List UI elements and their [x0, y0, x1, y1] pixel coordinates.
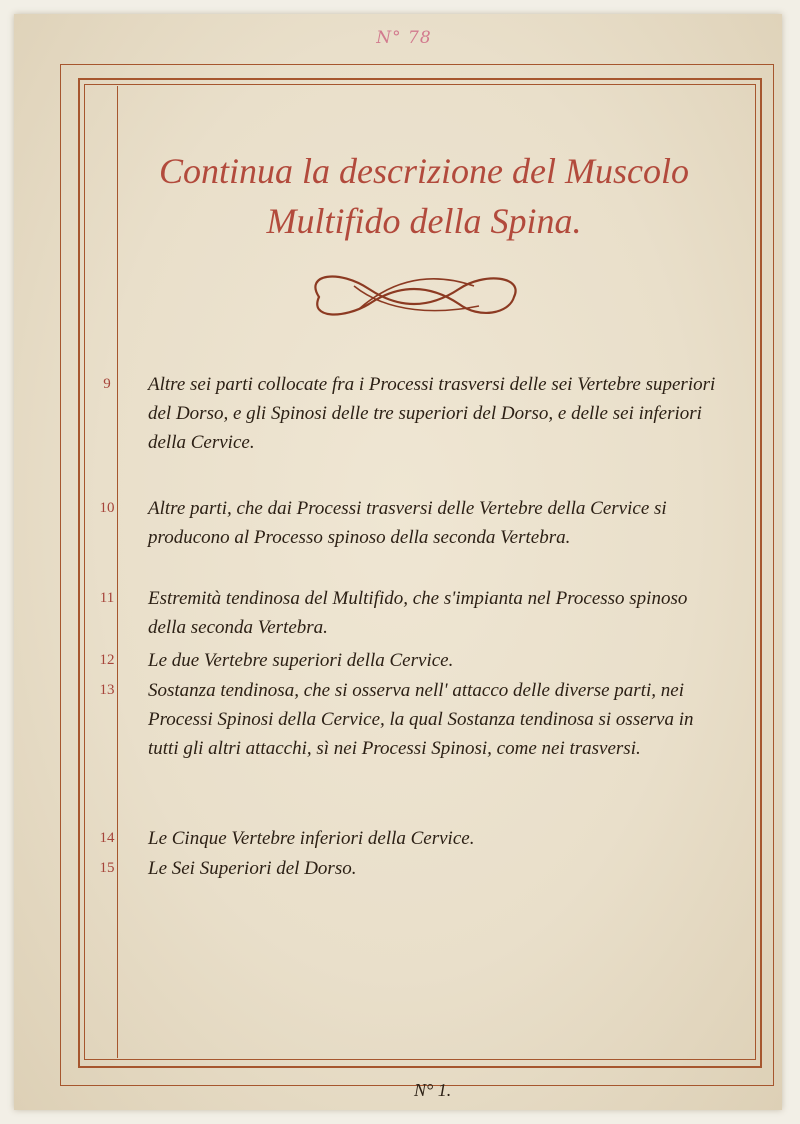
title-line-2: Multifido della Spina.: [266, 201, 582, 241]
title-line-1: Continua la descrizione del Muscolo: [159, 151, 689, 191]
entry-number: 9: [103, 376, 111, 392]
page-title: [114, 146, 734, 246]
entry-number: 11: [99, 590, 115, 606]
entry-text: Altre parti, che dai Processi trasversi delle Vertebre della Cervice si producono al Processo spinoso della seconda Vertebra.: [148, 498, 667, 548]
entry-number: 10: [99, 500, 115, 516]
entry-number: 13: [99, 682, 115, 698]
entry-text: Le due Vertebre superiori della Cervice.: [148, 650, 454, 671]
entry-number: 15: [99, 860, 115, 876]
entry-text: Le Sei Superiori del Dorso.: [148, 858, 357, 879]
entry-text: Le Cinque Vertebre inferiori della Cervice.: [148, 828, 475, 849]
footer-page-mark: N° 1.: [414, 1080, 452, 1100]
page-stamp-number: N° 78: [376, 28, 432, 48]
entry-text: Sostanza tendinosa, che si osserva nell' attacco delle diverse parti, nei Processi Spinosi della Cervice, la qual Sostanza tendinosa si osserva in tutti gli altri attacchi, sì nei Processi Spinosi, come nei trasversi.: [148, 680, 694, 759]
calligraphic-flourish-icon: [299, 264, 529, 330]
manuscript-page: [14, 14, 782, 1110]
entry-number: 14: [99, 830, 115, 846]
entry-text: Altre sei parti collocate fra i Processi trasversi delle sei Vertebre superiori del Dorso, e gli Spinosi delle tre superiori del Dorso, e delle sei inferiori della Cervice.: [148, 374, 716, 453]
entry-number: 12: [99, 652, 115, 668]
entry-text: Estremità tendinosa del Multifido, che s'impianta nel Processo spinoso della seconda Vertebra.: [148, 588, 688, 638]
